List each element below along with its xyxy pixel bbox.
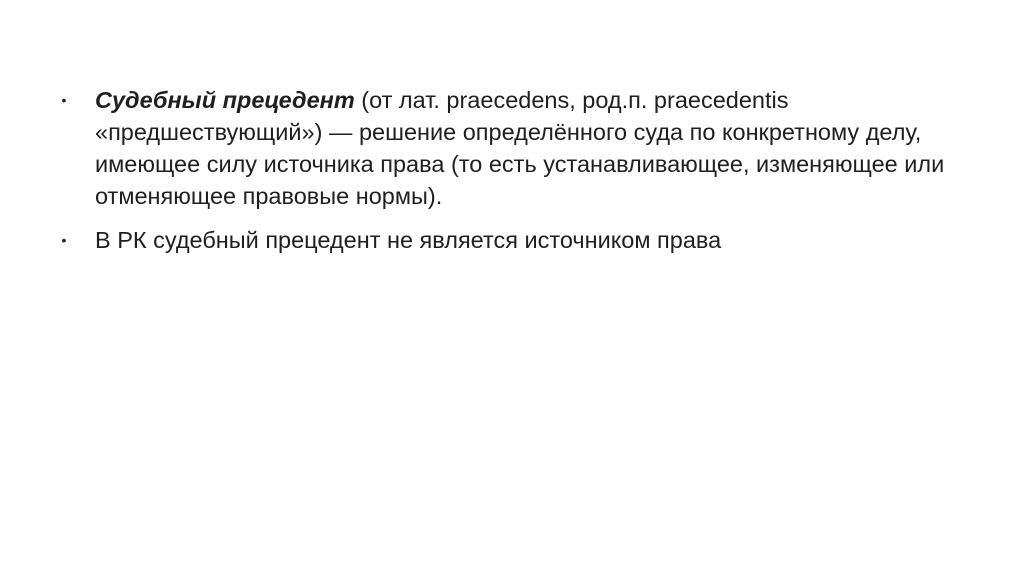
bullet-item-definition — [58, 84, 978, 212]
definition-text: (от лат. praecedens, род.п. praecedentis «предшествующий») — решение определённого суда по конкретному делу, имеющее силу источника права (то есть устанавливающее, изменяющее или отменяющее правовые нормы). — [95, 87, 945, 209]
bullet-dot-icon: • — [61, 232, 67, 248]
bullet-dot-icon: • — [61, 92, 67, 108]
bullet-list — [58, 84, 978, 268]
definition-term: Судебный прецедент — [95, 87, 355, 113]
rk-statement-text: В РК судебный прецедент не является источником права — [95, 227, 722, 253]
bullet-item-rk-statement — [58, 224, 978, 256]
